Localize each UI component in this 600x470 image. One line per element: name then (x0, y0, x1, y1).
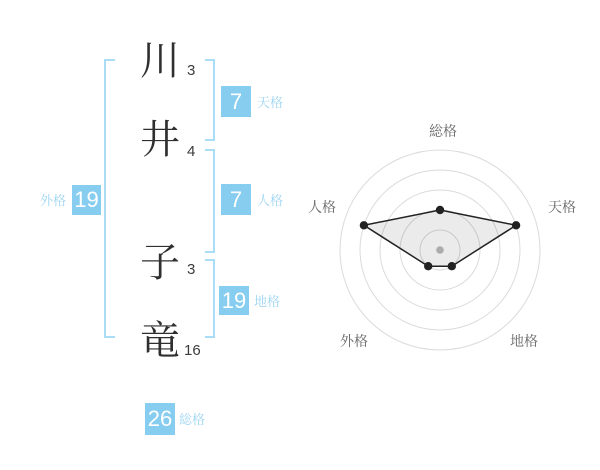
radar-data-point (436, 206, 444, 214)
chikaku-label: 地格 (254, 294, 281, 309)
gaikaku-label: 外格 (40, 193, 67, 208)
radar-data-point (512, 221, 520, 229)
name-char-1-stroke-count: 3 (187, 62, 196, 79)
soukaku-label: 総格 (179, 412, 206, 427)
name-char-2: 井 (140, 118, 180, 162)
name-char-3-stroke-count: 3 (187, 261, 196, 278)
jinkaku-label: 人格 (257, 193, 284, 208)
radar-axis-label-tenkaku: 天格 (548, 199, 576, 215)
radar-data-point (424, 262, 432, 270)
radar-data-point (360, 221, 368, 229)
soukaku-value-badge: 26 (145, 403, 175, 435)
radar-axis-label-chikaku: 地格 (510, 333, 538, 349)
name-char-4-stroke-count: 16 (184, 342, 201, 359)
radar-axis-label-soukaku: 総格 (429, 123, 457, 139)
gaikaku-value-badge: 19 (72, 185, 101, 215)
name-char-1: 川 (140, 39, 180, 83)
radar-data-point (448, 262, 456, 270)
name-char-4: 竜 (140, 319, 180, 363)
name-char-3: 子 (140, 241, 180, 285)
tenkaku-label: 天格 (257, 95, 284, 110)
tenkaku-value-badge: 7 (221, 86, 251, 117)
chikaku-value-badge: 19 (219, 286, 249, 315)
name-char-2-stroke-count: 4 (187, 143, 196, 160)
radar-axis-label-jinkaku: 人格 (308, 199, 336, 215)
radar-plot (360, 206, 521, 271)
radar-data-polygon (364, 210, 516, 266)
jinkaku-value-badge: 7 (221, 184, 251, 215)
radar-axis-label-gaikaku: 外格 (340, 333, 368, 349)
